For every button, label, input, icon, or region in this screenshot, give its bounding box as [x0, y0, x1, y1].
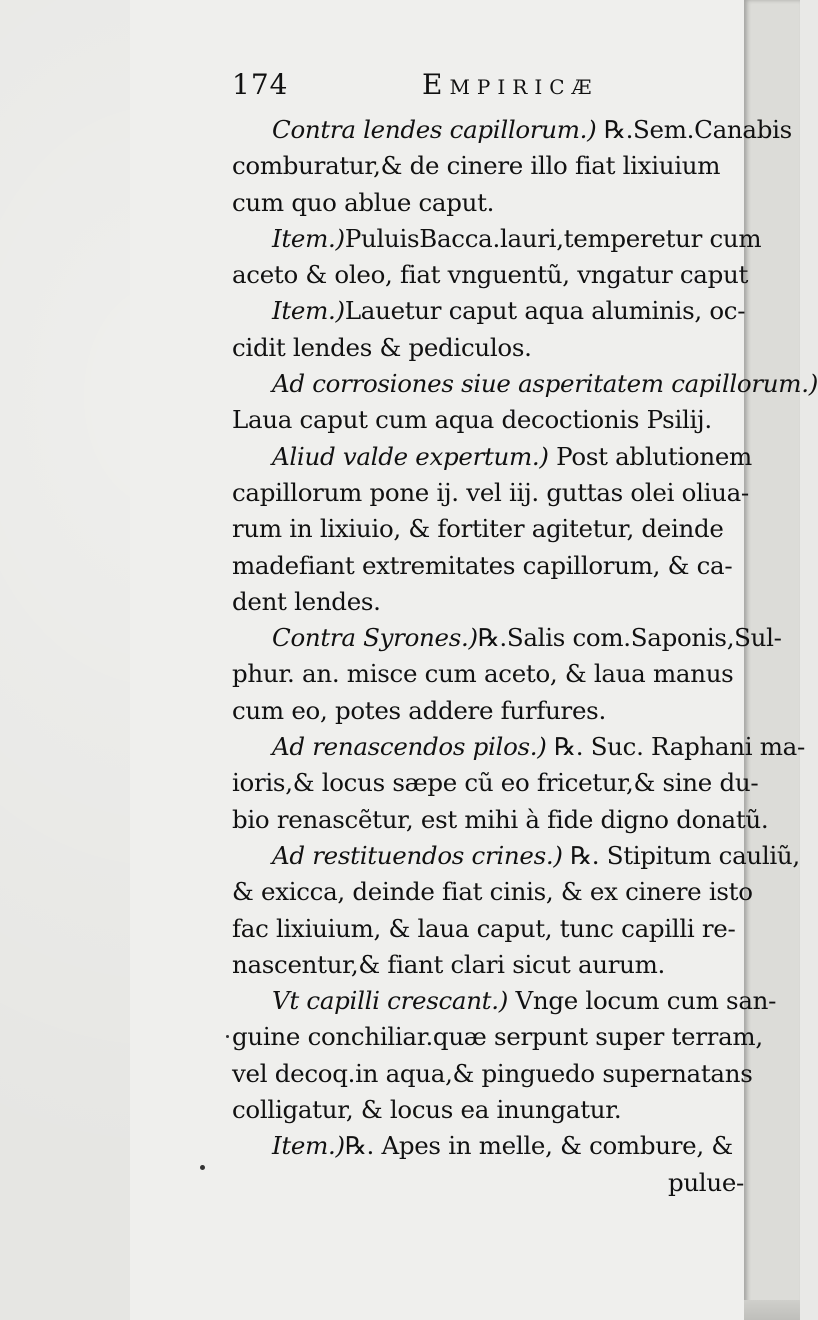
line-text: colligatur, & locus ea inungatur. — [232, 1095, 622, 1125]
line-text: ℞. Apes in melle, & combure, & — [344, 1131, 733, 1161]
rubric-heading: Ad corrosiones siue asperitatem capillorum.) — [272, 369, 818, 399]
line-text: ℞. Suc. Raphani ma- — [546, 732, 805, 762]
text-line — [232, 293, 752, 329]
text-line — [232, 330, 752, 366]
line-text: nascentur,& fiant clari sicut aurum. — [232, 949, 666, 979]
text-line — [232, 983, 777, 1019]
rubric-heading: Contra Syrones.) — [272, 623, 478, 653]
line-text: guine conchiliar.quæ serpunt super terram, — [232, 1022, 763, 1052]
line-text: bio renascẽtur, est mihi à fide digno donatũ. — [232, 804, 769, 834]
body-text — [232, 112, 818, 1201]
text-line — [232, 112, 792, 148]
page-gutter-shadow — [744, 0, 800, 1320]
rubric-heading: Vt capilli crescant.) — [272, 986, 508, 1016]
text-line — [232, 221, 762, 257]
line-text: ℞.Salis com.Saponis,Sul- — [477, 623, 782, 653]
line-text: Post ablutionem — [548, 441, 752, 471]
text-line — [232, 947, 752, 983]
text-line — [232, 366, 818, 402]
page-header — [232, 68, 752, 106]
line-text: Vnge locum cum san- — [507, 986, 777, 1016]
text-line — [232, 584, 752, 620]
line-text: Lauetur caput aqua aluminis, oc- — [344, 296, 746, 326]
text-line — [232, 548, 752, 584]
ink-speck — [200, 1165, 205, 1170]
line-text: & exicca, deinde fiat cinis, & ex cinere isto — [232, 877, 753, 907]
text-line — [232, 838, 800, 874]
catchword: pulue- — [667, 1167, 744, 1197]
line-text: vel decoq.in aqua,& pinguedo supernatans — [232, 1058, 753, 1088]
text-line — [232, 620, 782, 656]
text-line — [232, 148, 752, 184]
text-line — [232, 257, 752, 293]
text-line — [232, 765, 759, 801]
line-text: cum eo, potes addere furfures. — [232, 695, 606, 725]
line-text: phur. an. misce cum aceto, & laua manus — [232, 659, 734, 689]
line-text: dent lendes. — [232, 586, 381, 616]
line-text: rum in lixiuio, & fortiter agitetur, deinde — [232, 514, 724, 544]
rubric-heading: Item.) — [272, 296, 345, 326]
line-text: ℞.Sem.Canabis — [596, 115, 792, 144]
rubric-heading: Item.) — [272, 223, 345, 253]
rubric-heading: Contra lendes capillorum.) — [272, 115, 597, 144]
line-text: aceto & oleo, fiat vnguentũ, vngatur caput — [232, 260, 748, 290]
text-line — [232, 1056, 752, 1092]
line-text: fac lixiuium, & laua caput, tunc capilli re- — [232, 913, 736, 943]
line-text: Laua caput cum aqua decoctionis Psilij. — [232, 405, 712, 435]
line-text: cidit lendes & pediculos. — [232, 332, 532, 362]
text-line — [232, 874, 752, 910]
line-text: capillorum pone ij. vel iij. guttas olei oliua- — [232, 477, 749, 507]
line-text: madefiant extremitates capillorum, & ca- — [232, 550, 733, 580]
text-line — [232, 475, 752, 511]
text-line — [232, 729, 805, 765]
text-line — [232, 1128, 752, 1164]
text-line — [232, 439, 752, 475]
rubric-heading: Ad restituendos crines.) — [272, 840, 563, 870]
rubric-heading: Item.) — [272, 1131, 345, 1161]
page-corner-shadow — [744, 1300, 800, 1320]
text-line — [232, 656, 752, 692]
ink-speck — [226, 1035, 229, 1038]
rubric-heading: Aliud valde expertum.) — [272, 441, 549, 471]
page-number: 174 — [232, 68, 289, 101]
running-head: Empiricæ — [422, 68, 599, 101]
line-text: ℞. Stipitum cauliũ, — [562, 840, 800, 870]
text-line — [232, 693, 752, 729]
text-line — [232, 402, 752, 438]
rubric-heading: Ad renascendos pilos.) — [272, 732, 547, 762]
text-line — [232, 802, 769, 838]
text-line — [232, 185, 752, 221]
line-text: cum quo ablue caput. — [232, 187, 495, 217]
text-line — [232, 1019, 763, 1055]
line-text: ioris,& locus sæpe cũ eo fricetur,& sine du- — [232, 768, 759, 798]
text-line — [232, 911, 752, 947]
line-text: comburatur,& de cinere illo fiat lixiuium — [232, 151, 721, 181]
line-text: PuluisBacca.lauri,temperetur cum — [344, 223, 762, 253]
text-line — [232, 1092, 752, 1128]
text-line — [232, 511, 752, 547]
